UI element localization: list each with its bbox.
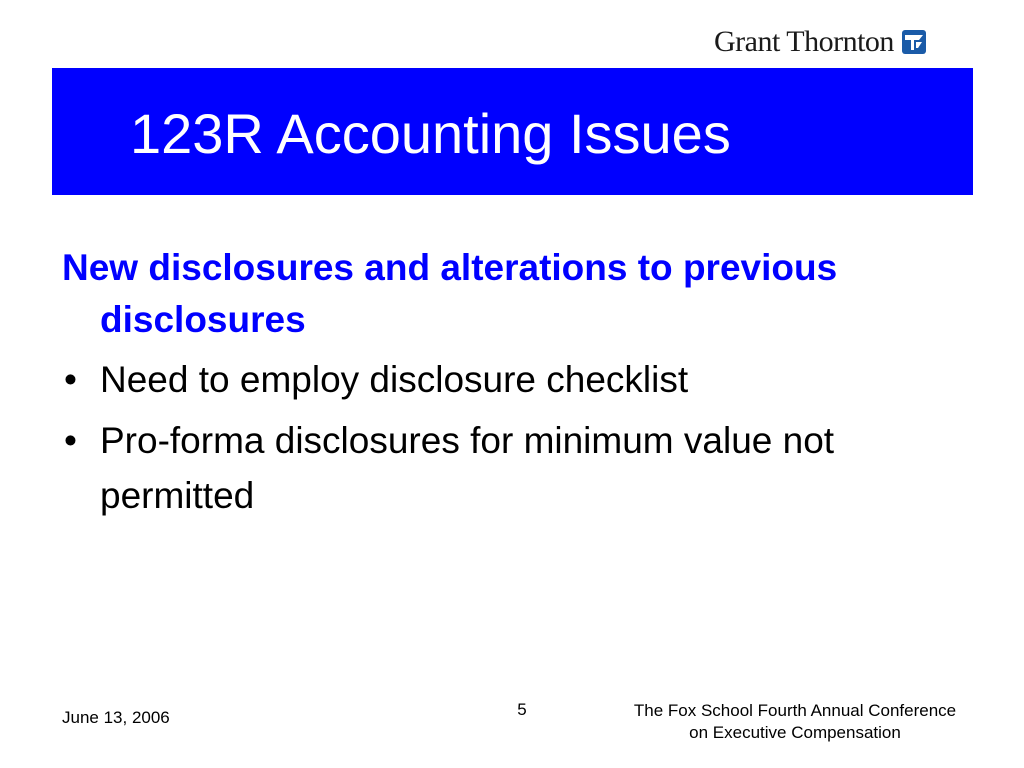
section-heading: New disclosures and alterations to previous disclosures <box>62 247 838 340</box>
slide-body <box>62 242 962 529</box>
bullet-dot: • <box>64 420 77 461</box>
grant-thornton-emblem-icon <box>902 30 926 54</box>
bullet-text: Need to employ disclosure checklist <box>100 359 689 400</box>
conference-line-1: The Fox School Fourth Annual Conference <box>633 701 957 720</box>
page-number: 5 <box>517 700 527 719</box>
conference-line-2: on Executive Compensation <box>689 723 901 742</box>
footer-date: June 13, 2006 <box>62 708 170 727</box>
slide-title: 123R Accounting Issues <box>130 102 731 165</box>
bullet-list <box>62 352 962 523</box>
bullet-text: Pro-forma disclosures for minimum value not permitted <box>100 420 835 516</box>
bullet-dot: • <box>64 359 77 400</box>
company-logo <box>714 24 926 60</box>
logo-text: Grant Thornton <box>714 25 894 58</box>
bullet-item <box>62 413 962 523</box>
footer-conference <box>590 700 1000 744</box>
bullet-item <box>62 352 962 407</box>
